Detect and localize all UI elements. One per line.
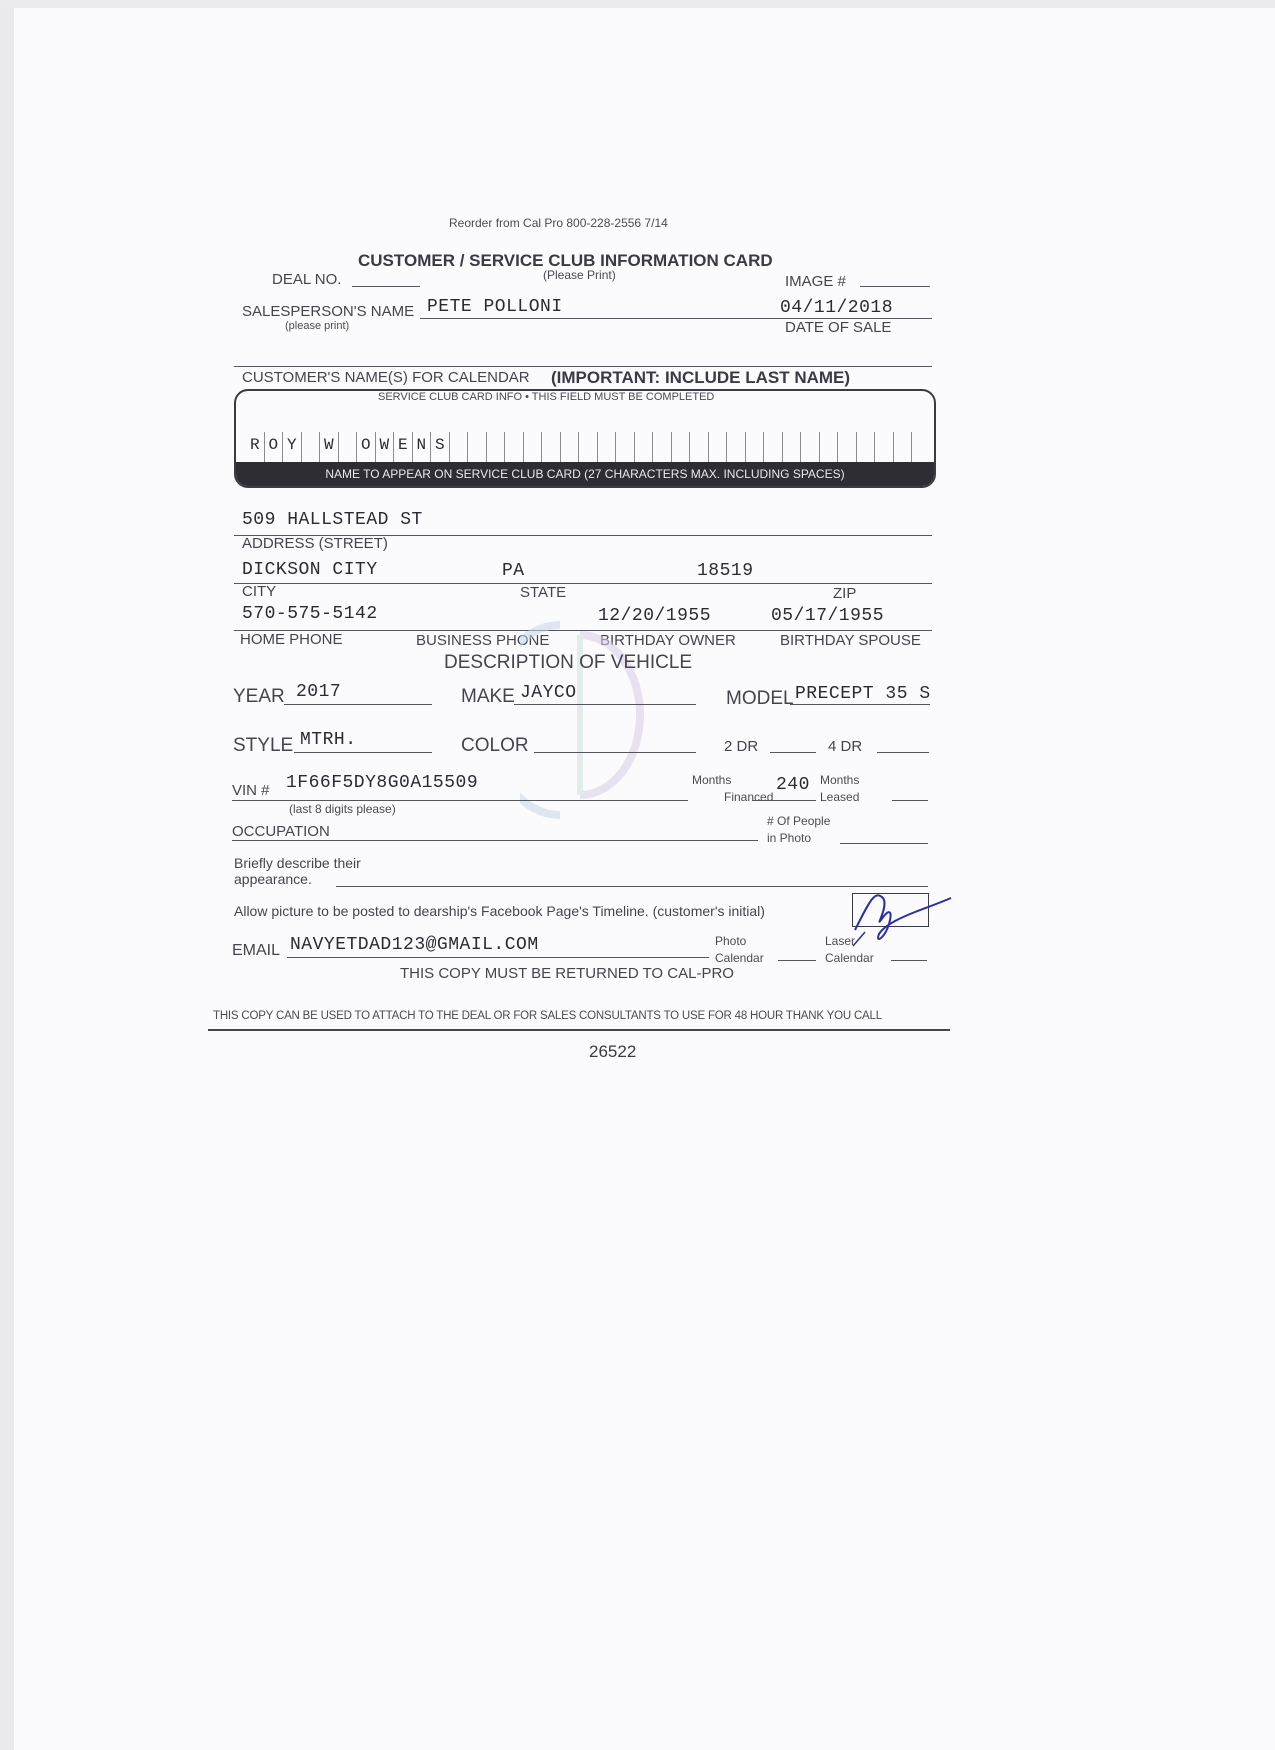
card-char-cell: Y (283, 432, 302, 462)
card-char-cell (653, 432, 672, 462)
color-label: COLOR (461, 735, 529, 756)
style-value: MTRH. (300, 730, 357, 750)
laser-calendar-top: Laser (825, 934, 856, 948)
card-char-cell (561, 432, 580, 462)
months-leased-top: Months (820, 773, 860, 787)
card-char-cell (302, 432, 321, 462)
footer-line (208, 1029, 950, 1031)
zip-value: 18519 (697, 561, 754, 581)
model-line (790, 704, 930, 705)
card-char-cell (339, 432, 358, 462)
describe-line (336, 886, 928, 887)
card-char-cell (709, 432, 728, 462)
card-char-cell: O (357, 432, 376, 462)
vehicle-section-title: DESCRIPTION OF VEHICLE (444, 652, 693, 673)
vin-value: 1F66F5DY8G0A15509 (286, 773, 479, 793)
card-char-cell (616, 432, 635, 462)
email-line (287, 957, 709, 958)
card-char-cell (746, 432, 765, 462)
service-club-card-box (234, 389, 936, 488)
card-char-cell: N (413, 432, 432, 462)
card-char-cell (801, 432, 820, 462)
email-value: NAVYETDAD123@GMAIL.COM (290, 935, 539, 955)
scan-left-edge (0, 0, 14, 1750)
laser-calendar-bottom: Calendar (825, 951, 874, 965)
card-char-cell (450, 432, 469, 462)
occupation-label: OCCUPATION (232, 823, 330, 840)
date-of-sale-label: DATE OF SALE (785, 319, 892, 336)
customer-initial-signature-icon (845, 880, 955, 950)
deal-no-label: DEAL NO. (272, 271, 342, 288)
people-in-photo-top: # Of People (767, 814, 831, 828)
card-char-cell (579, 432, 598, 462)
photo-calendar-top: Photo (715, 934, 747, 948)
state-label: STATE (520, 584, 567, 601)
two-door-label: 2 DR (724, 738, 759, 755)
city-line (234, 583, 932, 584)
photo-calendar-line (778, 960, 816, 961)
four-door-line (877, 752, 929, 753)
birthday-owner-value: 12/20/1955 (598, 606, 712, 626)
two-door-line (770, 752, 816, 753)
make-value: JAYCO (520, 683, 577, 703)
image-no-label: IMAGE # (785, 273, 846, 290)
make-label: MAKE (461, 686, 515, 707)
form-number: 26522 (589, 1042, 637, 1061)
months-leased-bottom: Leased (820, 790, 860, 804)
year-line (284, 704, 432, 705)
card-char-cell (857, 432, 876, 462)
people-in-photo-line (840, 843, 928, 844)
card-char-cell: O (265, 432, 284, 462)
card-char-cell (598, 432, 617, 462)
people-in-photo-bottom: in Photo (767, 831, 812, 845)
card-char-cell (838, 432, 857, 462)
describe-line-2: appearance. (234, 871, 312, 887)
laser-calendar-line (891, 960, 927, 961)
card-char-cell (764, 432, 783, 462)
street-value: 509 HALLSTEAD ST (242, 510, 423, 530)
card-char-cell (690, 432, 709, 462)
card-char-cell: R (246, 432, 265, 462)
image-no-line (860, 286, 930, 287)
date-of-sale-value: 04/11/2018 (780, 298, 894, 318)
card-char-cell (875, 432, 894, 462)
email-label: EMAIL (232, 942, 281, 959)
occupation-line (232, 840, 758, 841)
card-char-cell (524, 432, 543, 462)
card-char-cell (894, 432, 913, 462)
card-char-cell (820, 432, 839, 462)
card-char-cell (783, 432, 802, 462)
months-leased-line (892, 800, 928, 801)
card-char-cell (487, 432, 506, 462)
card-char-cell (727, 432, 746, 462)
style-line (294, 752, 432, 753)
describe-line-1: Briefly describe their (234, 855, 361, 871)
city-value: DICKSON CITY (242, 560, 378, 580)
scan-top-edge (0, 0, 1275, 8)
calendar-names-label: CUSTOMER'S NAME(S) FOR CALENDAR (242, 369, 530, 386)
style-label: STYLE (233, 735, 294, 756)
card-char-cell: W (376, 432, 395, 462)
make-line (514, 704, 696, 705)
divider-line (234, 366, 932, 367)
vin-sub: (last 8 digits please) (289, 802, 396, 816)
year-value: 2017 (296, 682, 342, 702)
card-char-cell (468, 432, 487, 462)
copy-usage-note: THIS COPY CAN BE USED TO ATTACH TO THE DEAL OR FOR SALES CONSULTANTS TO USE FOR 48 HOUR THANK YOU CALL (213, 1010, 882, 1022)
home-phone-label: HOME PHONE (240, 631, 343, 648)
card-char-cell (672, 432, 691, 462)
facebook-permission-text: Allow picture to be posted to dearship's Facebook Page's Timeline. (customer's initial) (234, 903, 765, 919)
reorder-note: Reorder from Cal Pro 800-228-2556 7/14 (449, 216, 668, 230)
zip-label: ZIP (833, 585, 857, 602)
birthday-spouse-value: 05/17/1955 (771, 606, 885, 626)
months-financed-bottom: Financed (724, 790, 774, 804)
months-financed-value: 240 (776, 775, 810, 795)
please-print-note: (Please Print) (543, 268, 616, 282)
months-financed-top: Months (692, 773, 732, 787)
birthday-owner-label: BIRTHDAY OWNER (600, 632, 736, 649)
important-note: (IMPORTANT: INCLUDE LAST NAME) (551, 368, 851, 387)
card-char-cell: S (431, 432, 450, 462)
vin-label: VIN # (232, 782, 270, 799)
color-line (534, 752, 696, 753)
city-label: CITY (242, 583, 277, 600)
model-label: MODEL (726, 688, 794, 709)
street-label: ADDRESS (STREET) (242, 535, 388, 552)
year-label: YEAR (233, 686, 285, 707)
model-value: PRECEPT 35 S (795, 684, 931, 704)
vin-line (232, 800, 688, 801)
salesperson-value: PETE POLLONI (427, 297, 563, 317)
card-char-cell (505, 432, 524, 462)
photo-calendar-bottom: Calendar (715, 951, 764, 965)
card-char-cell: E (394, 432, 413, 462)
card-info-label: SERVICE CLUB CARD INFO • THIS FIELD MUST BE COMPLETED (378, 391, 715, 403)
business-phone-label: BUSINESS PHONE (416, 632, 550, 649)
state-value: PA (502, 561, 525, 581)
card-name-bar: NAME TO APPEAR ON SERVICE CLUB CARD (27 CHARACTERS MAX. INCLUDING SPACES) (236, 462, 934, 486)
four-door-label: 4 DR (828, 738, 863, 755)
return-note: THIS COPY MUST BE RETURNED TO CAL-PRO (400, 965, 734, 982)
card-char-cell: W (320, 432, 339, 462)
card-char-cell (635, 432, 654, 462)
card-char-cell (542, 432, 561, 462)
salesperson-sub: (please print) (285, 320, 350, 332)
form-title: CUSTOMER / SERVICE CLUB INFORMATION CARD (358, 251, 773, 270)
deal-no-line (352, 286, 420, 287)
salesperson-label: SALESPERSON'S NAME (242, 303, 415, 320)
home-phone-value: 570-575-5142 (242, 604, 378, 624)
card-character-cells (236, 432, 912, 462)
months-financed-line (752, 800, 816, 801)
birthday-spouse-label: BIRTHDAY SPOUSE (780, 632, 921, 649)
